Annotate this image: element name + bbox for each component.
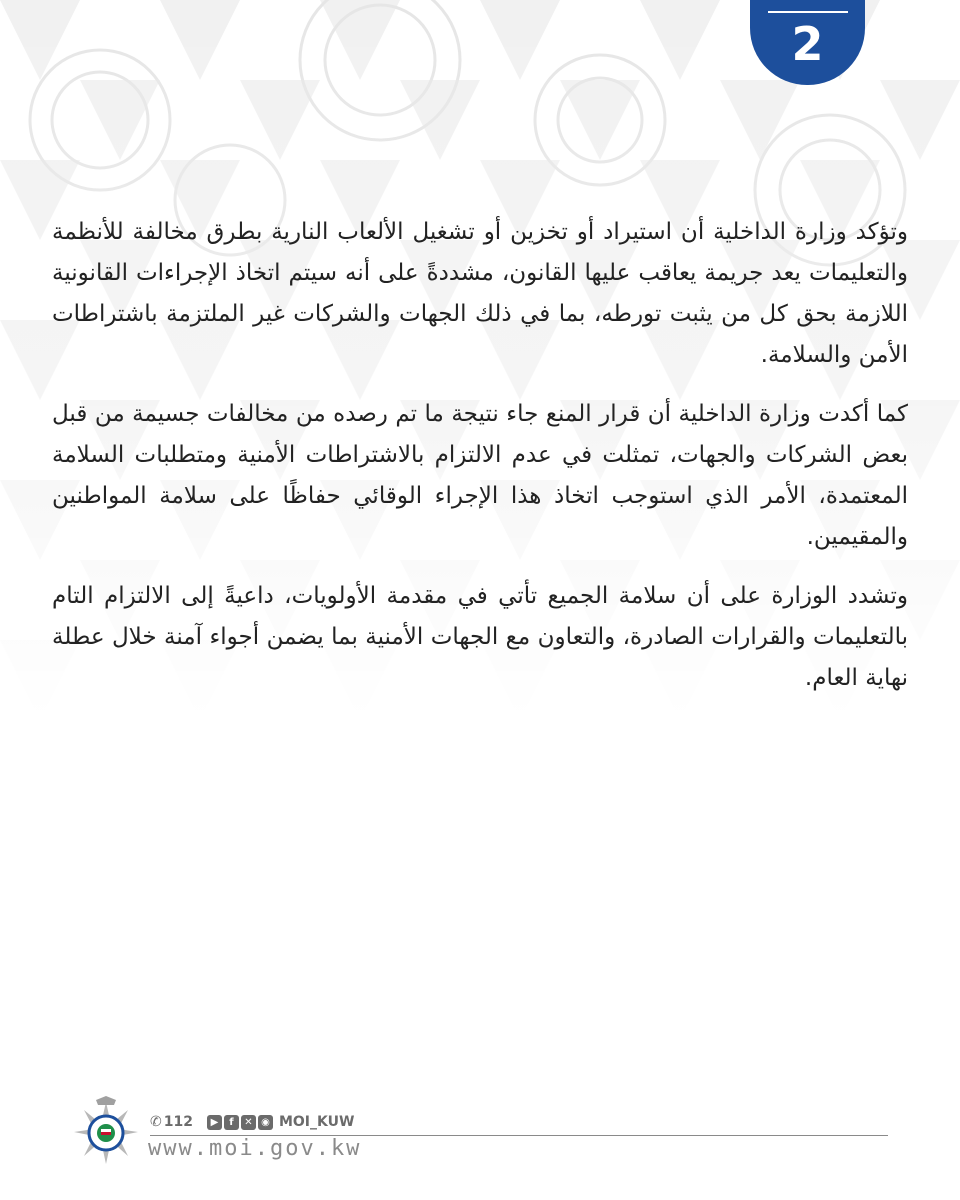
phone-group[interactable]: [150, 1114, 193, 1130]
phone-icon: ✆: [150, 1114, 162, 1130]
footer: [0, 1090, 960, 1200]
website-link[interactable]: www.moi.gov.kw: [148, 1136, 362, 1161]
paragraph-3: وتشدد الوزارة على أن سلامة الجميع تأتي في مقدمة الأولويات، داعيةً إلى الالتزام التام بالتعليمات والقرارات الصادرة، والتعاون مع الجهات الأمنية بما يضمن أجواء آمنة خلال عطلة نهاية العام.: [52, 583, 908, 691]
social-icons: [207, 1115, 273, 1130]
badge-divider: [768, 11, 848, 13]
instagram-icon[interactable]: ◉: [258, 1115, 273, 1130]
contact-row: [150, 1112, 354, 1132]
youtube-icon[interactable]: ▶: [207, 1115, 222, 1130]
page-number: 2: [791, 17, 824, 71]
social-handle[interactable]: MOI_KUW: [278, 1114, 355, 1130]
phone-number: 112: [163, 1114, 193, 1130]
facebook-icon[interactable]: f: [224, 1115, 239, 1130]
x-icon[interactable]: ✕: [241, 1115, 256, 1130]
article-body: [52, 212, 908, 717]
paragraph-2: كما أكدت وزارة الداخلية أن قرار المنع جاء نتيجة ما تم رصده من مخالفات جسيمة من قبل بعض الشركات والجهات، تمثلت في عدم الالتزام بالاشتراطات الأمنية ومتطلبات السلامة المعتمدة، الأمر الذي استوجب اتخاذ هذا الإجراء الوقائي حفاظًا على سلامة المواطنين والمقيمين.: [52, 401, 908, 550]
police-star-logo: [70, 1096, 142, 1182]
paragraph-1: وتؤكد وزارة الداخلية أن استيراد أو تخزين أو تشغيل الألعاب النارية بطرق مخالفة للأنظمة والتعليمات يعد جريمة يعاقب عليها القانون، مشددةً على أنه سيتم اتخاذ الإجراءات القانونية اللازمة بحق كل من يثبت تورطه، بما في ذلك الجهات والشركات غير الملتزمة باشتراطات الأمن والسلامة.: [52, 219, 908, 368]
